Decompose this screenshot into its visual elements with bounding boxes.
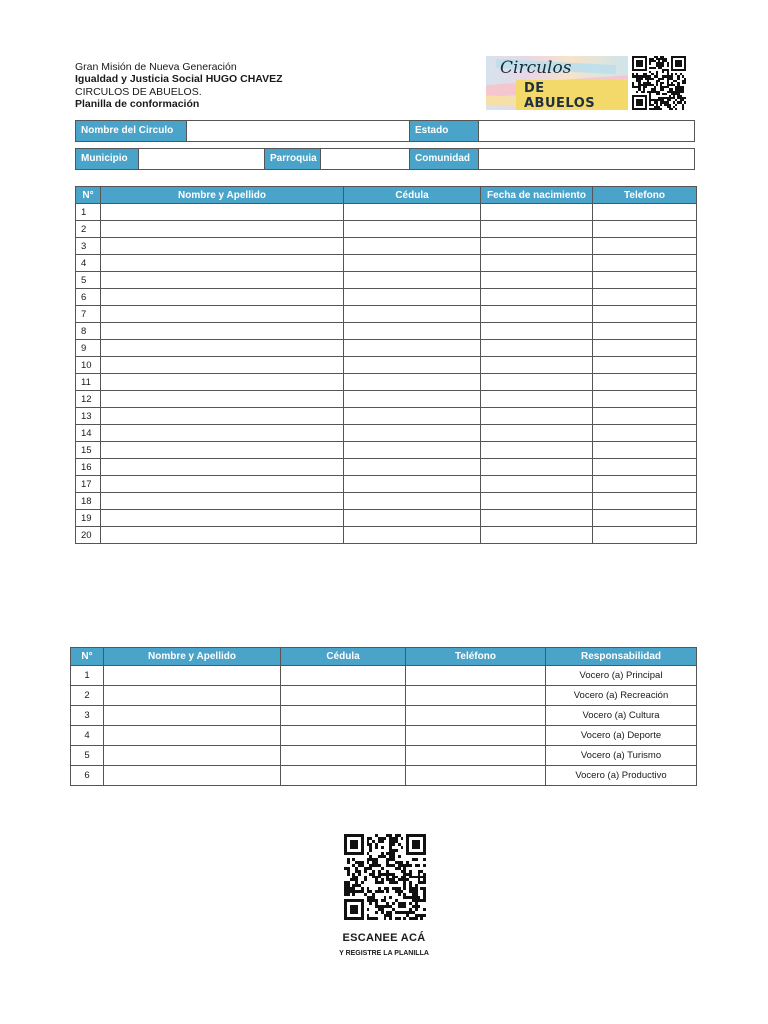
cell-telefono[interactable] <box>406 746 546 766</box>
cell-nombre[interactable] <box>101 391 344 408</box>
cell-telefono[interactable] <box>593 493 697 510</box>
cell-fecha[interactable] <box>481 204 593 221</box>
row-number: 19 <box>76 510 101 527</box>
cell-cedula[interactable] <box>344 408 481 425</box>
row-number: 1 <box>71 666 104 686</box>
info-row-1 <box>75 120 695 142</box>
voceros-col-responsabilidad: Responsabilidad <box>546 648 697 666</box>
members-col-fecha: Fecha de nacimiento <box>481 187 593 204</box>
cell-telefono[interactable] <box>406 666 546 686</box>
row-number: 13 <box>76 408 101 425</box>
field-municipio[interactable] <box>139 149 265 169</box>
cell-fecha[interactable] <box>481 510 593 527</box>
cell-telefono[interactable] <box>593 459 697 476</box>
cell-fecha[interactable] <box>481 306 593 323</box>
members-col-cedula: Cédula <box>344 187 481 204</box>
row-number: 7 <box>76 306 101 323</box>
cell-telefono[interactable] <box>593 221 697 238</box>
cell-telefono[interactable] <box>593 357 697 374</box>
cell-nombre[interactable] <box>101 425 344 442</box>
cell-cedula[interactable] <box>281 726 406 746</box>
table-row <box>76 527 697 544</box>
cell-telefono[interactable] <box>593 510 697 527</box>
row-number: 5 <box>71 746 104 766</box>
cell-telefono[interactable] <box>593 391 697 408</box>
row-number: 4 <box>71 726 104 746</box>
row-number: 18 <box>76 493 101 510</box>
cell-cedula[interactable] <box>281 666 406 686</box>
cell-cedula[interactable] <box>344 442 481 459</box>
cell-telefono[interactable] <box>593 289 697 306</box>
logo-word-2: DE ABUELOS <box>516 80 628 110</box>
cell-fecha[interactable] <box>481 408 593 425</box>
header-line-1: Gran Misión de Nueva Generación <box>75 61 237 73</box>
row-number: 3 <box>71 706 104 726</box>
members-col-n: N° <box>76 187 101 204</box>
table-row <box>76 289 697 306</box>
cell-telefono[interactable] <box>593 255 697 272</box>
cell-telefono[interactable] <box>406 766 546 786</box>
voceros-header-row <box>71 648 697 666</box>
table-row <box>76 476 697 493</box>
row-number: 14 <box>76 425 101 442</box>
voceros-col-n: N° <box>71 648 104 666</box>
cell-cedula[interactable] <box>344 510 481 527</box>
cell-cedula[interactable] <box>344 238 481 255</box>
cell-responsabilidad: Vocero (a) Deporte <box>546 726 697 746</box>
row-number: 2 <box>76 221 101 238</box>
table-row <box>71 766 697 786</box>
table-row <box>71 726 697 746</box>
voceros-col-telefono: Teléfono <box>406 648 546 666</box>
cell-telefono[interactable] <box>593 306 697 323</box>
cell-fecha[interactable] <box>481 425 593 442</box>
cell-nombre[interactable] <box>101 493 344 510</box>
table-row <box>71 666 697 686</box>
members-table <box>75 186 697 544</box>
label-municipio: Municipio <box>76 149 139 169</box>
table-row <box>76 323 697 340</box>
cell-cedula[interactable] <box>344 391 481 408</box>
cell-nombre[interactable] <box>101 374 344 391</box>
qr-code-icon <box>344 834 426 920</box>
row-number: 9 <box>76 340 101 357</box>
cell-telefono[interactable] <box>406 726 546 746</box>
cell-nombre[interactable] <box>101 221 344 238</box>
members-col-nombre: Nombre y Apellido <box>101 187 344 204</box>
cell-telefono[interactable] <box>593 272 697 289</box>
field-comunidad[interactable] <box>479 149 694 169</box>
cell-telefono[interactable] <box>593 204 697 221</box>
cell-cedula[interactable] <box>344 374 481 391</box>
cell-fecha[interactable] <box>481 527 593 544</box>
row-number: 20 <box>76 527 101 544</box>
table-row <box>76 306 697 323</box>
label-comunidad: Comunidad <box>410 149 479 169</box>
field-estado[interactable] <box>479 121 694 141</box>
cell-nombre[interactable] <box>104 766 281 786</box>
table-row <box>71 686 697 706</box>
table-row <box>76 510 697 527</box>
voceros-table <box>70 647 697 786</box>
row-number: 2 <box>71 686 104 706</box>
cell-cedula[interactable] <box>281 706 406 726</box>
voceros-col-nombre: Nombre y Apellido <box>104 648 281 666</box>
label-nombre-circulo: Nombre del Circulo <box>76 121 187 141</box>
header-line-2: Igualdad y Justicia Social HUGO CHAVEZ <box>75 73 283 85</box>
cell-cedula[interactable] <box>344 340 481 357</box>
cell-fecha[interactable] <box>481 255 593 272</box>
cell-nombre[interactable] <box>101 459 344 476</box>
circulos-de-abuelos-logo <box>486 56 628 110</box>
cell-cedula[interactable] <box>281 746 406 766</box>
header-line-3: CIRCULOS DE ABUELOS. <box>75 86 202 98</box>
cell-telefono[interactable] <box>593 425 697 442</box>
cell-cedula[interactable] <box>344 476 481 493</box>
cell-cedula[interactable] <box>344 221 481 238</box>
cell-responsabilidad: Vocero (a) Productivo <box>546 766 697 786</box>
cell-fecha[interactable] <box>481 493 593 510</box>
table-row <box>71 706 697 726</box>
cell-fecha[interactable] <box>481 340 593 357</box>
cell-responsabilidad: Vocero (a) Cultura <box>546 706 697 726</box>
cell-cedula[interactable] <box>344 255 481 272</box>
cell-telefono[interactable] <box>593 238 697 255</box>
qr-code-icon <box>632 56 686 110</box>
cell-cedula[interactable] <box>344 306 481 323</box>
cell-nombre[interactable] <box>101 527 344 544</box>
row-number: 11 <box>76 374 101 391</box>
info-row-2 <box>75 148 695 170</box>
cell-telefono[interactable] <box>593 374 697 391</box>
cell-fecha[interactable] <box>481 323 593 340</box>
row-number: 12 <box>76 391 101 408</box>
cell-nombre[interactable] <box>101 510 344 527</box>
table-row <box>76 238 697 255</box>
cell-fecha[interactable] <box>481 272 593 289</box>
cell-nombre[interactable] <box>101 442 344 459</box>
logo-word-1: Circulos <box>500 58 572 78</box>
cell-fecha[interactable] <box>481 238 593 255</box>
cell-fecha[interactable] <box>481 442 593 459</box>
cell-cedula[interactable] <box>344 204 481 221</box>
cell-nombre[interactable] <box>101 476 344 493</box>
members-col-telefono: Telefono <box>593 187 697 204</box>
cell-nombre[interactable] <box>104 746 281 766</box>
table-row <box>76 340 697 357</box>
cell-telefono[interactable] <box>593 323 697 340</box>
voceros-col-cedula: Cédula <box>281 648 406 666</box>
row-number: 1 <box>76 204 101 221</box>
header-line-4: Planilla de conformación <box>75 98 200 110</box>
cell-telefono[interactable] <box>593 527 697 544</box>
cell-cedula[interactable] <box>344 289 481 306</box>
table-row <box>76 459 697 476</box>
table-row <box>76 408 697 425</box>
label-estado: Estado <box>410 121 479 141</box>
row-number: 17 <box>76 476 101 493</box>
cell-nombre[interactable] <box>101 340 344 357</box>
label-parroquia: Parroquia <box>265 149 321 169</box>
cell-cedula[interactable] <box>281 766 406 786</box>
row-number: 15 <box>76 442 101 459</box>
cell-fecha[interactable] <box>481 476 593 493</box>
cell-telefono[interactable] <box>593 476 697 493</box>
row-number: 6 <box>71 766 104 786</box>
field-nombre-circulo[interactable] <box>187 121 410 141</box>
cell-cedula[interactable] <box>281 686 406 706</box>
row-number: 10 <box>76 357 101 374</box>
cell-cedula[interactable] <box>344 323 481 340</box>
cell-responsabilidad: Vocero (a) Recreación <box>546 686 697 706</box>
cell-nombre[interactable] <box>101 272 344 289</box>
cell-nombre[interactable] <box>101 323 344 340</box>
cell-fecha[interactable] <box>481 221 593 238</box>
cell-responsabilidad: Vocero (a) Principal <box>546 666 697 686</box>
table-row <box>76 442 697 459</box>
cell-cedula[interactable] <box>344 493 481 510</box>
cell-nombre[interactable] <box>101 204 344 221</box>
cell-nombre[interactable] <box>104 706 281 726</box>
cell-cedula[interactable] <box>344 357 481 374</box>
members-header-row <box>76 187 697 204</box>
cell-fecha[interactable] <box>481 391 593 408</box>
table-row <box>76 204 697 221</box>
table-row <box>76 357 697 374</box>
cell-telefono[interactable] <box>593 442 697 459</box>
cell-fecha[interactable] <box>481 459 593 476</box>
table-row <box>76 391 697 408</box>
cell-nombre[interactable] <box>101 255 344 272</box>
table-row <box>76 493 697 510</box>
table-row <box>76 425 697 442</box>
row-number: 8 <box>76 323 101 340</box>
cell-nombre[interactable] <box>101 357 344 374</box>
row-number: 3 <box>76 238 101 255</box>
cell-cedula[interactable] <box>344 272 481 289</box>
row-number: 6 <box>76 289 101 306</box>
cell-nombre[interactable] <box>104 726 281 746</box>
row-number: 5 <box>76 272 101 289</box>
table-row <box>76 255 697 272</box>
cell-telefono[interactable] <box>593 408 697 425</box>
cell-cedula[interactable] <box>344 459 481 476</box>
cell-nombre[interactable] <box>104 686 281 706</box>
cell-nombre[interactable] <box>101 306 344 323</box>
cell-fecha[interactable] <box>481 289 593 306</box>
cell-nombre[interactable] <box>101 408 344 425</box>
scan-subtitle: Y REGISTRE LA PLANILLA <box>339 950 429 957</box>
cell-cedula[interactable] <box>344 425 481 442</box>
cell-fecha[interactable] <box>481 374 593 391</box>
scan-title: ESCANEE ACÁ <box>342 932 426 944</box>
table-row <box>76 272 697 289</box>
cell-nombre[interactable] <box>104 666 281 686</box>
cell-telefono[interactable] <box>593 340 697 357</box>
row-number: 16 <box>76 459 101 476</box>
field-parroquia[interactable] <box>321 149 410 169</box>
table-row <box>71 746 697 766</box>
table-row <box>76 374 697 391</box>
cell-nombre[interactable] <box>101 289 344 306</box>
row-number: 4 <box>76 255 101 272</box>
cell-telefono[interactable] <box>406 706 546 726</box>
cell-fecha[interactable] <box>481 357 593 374</box>
cell-nombre[interactable] <box>101 238 344 255</box>
cell-cedula[interactable] <box>344 527 481 544</box>
cell-telefono[interactable] <box>406 686 546 706</box>
table-row <box>76 221 697 238</box>
cell-responsabilidad: Vocero (a) Turismo <box>546 746 697 766</box>
